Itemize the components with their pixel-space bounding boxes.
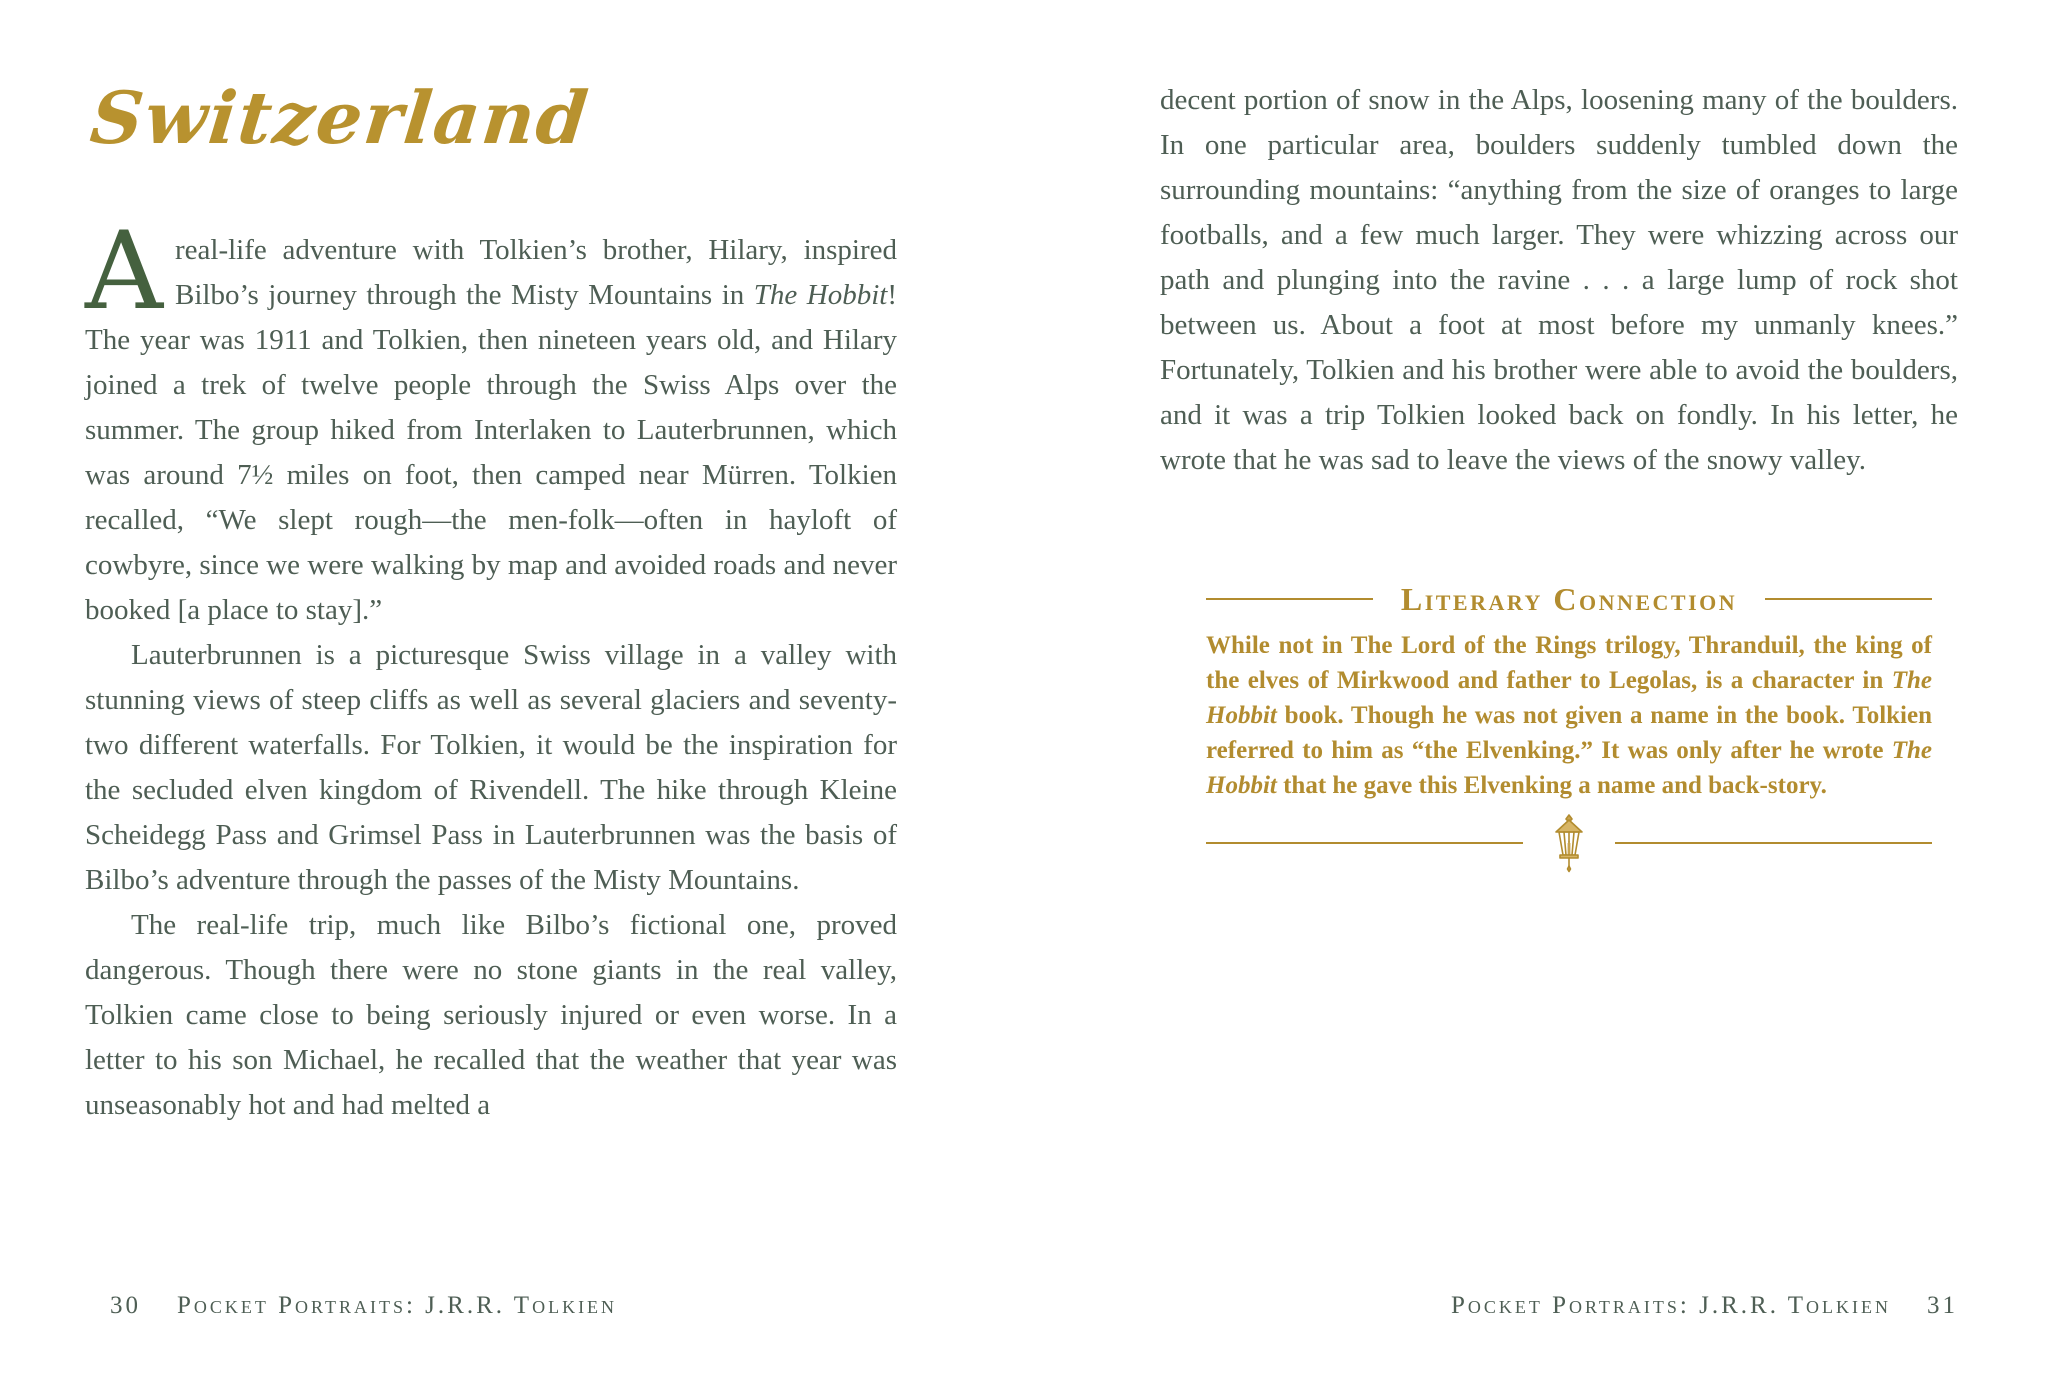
heading-rule-left xyxy=(1206,598,1373,600)
paragraph-4: decent portion of snow in the Alps, loosening many of the boulders. In one particular area, boulders suddenly tumbled down the surrounding mountains: “anything from the size of oranges to large footballs, and a few much larger. They were whizzing across our path and plunging into the ravine . . . a large lump of rock shot between us. About a foot at most before my unmanly knees.” Fortunately, Tolkien and his brother were able to avoid the boulders, and it was a trip Tolkien looked back on fondly. In his letter, he wrote that he was sad to leave the views of the snowy valley. xyxy=(1160,84,1958,476)
chapter-title: Switzerland xyxy=(86,75,594,160)
page-right xyxy=(1160,0,1958,1400)
lantern-icon xyxy=(1549,813,1589,873)
ornament-rule-left xyxy=(1206,842,1523,844)
paragraph-3: The real-life trip, much like Bilbo’s fictional one, proved dangerous. Though there were no stone giants in the real valley, Tolkien came close to being seriously injured or even worse. In a letter to his son Michael, he recalled that the weather that year was unseasonably hot and had melted a xyxy=(85,909,897,1121)
literary-connection-heading: Literary Connection xyxy=(1400,581,1738,617)
right-page-number: 31 xyxy=(1927,1292,1958,1319)
left-running-title: Pocket Portraits: J.R.R. Tolkien xyxy=(177,1292,618,1319)
right-body-text xyxy=(1160,78,1958,483)
right-running-title: Pocket Portraits: J.R.R. Tolkien xyxy=(1450,1292,1891,1319)
right-page-footer xyxy=(1451,1290,1958,1322)
literary-connection-footer xyxy=(1206,813,1932,873)
literary-connection-text: While not in The Lord of the Rings trilogy, Thranduil, the king of the elves of Mirkwood and father to Legolas, is a character in The Hobbit book. Though he was not given a name in the book. Tolkien referred to him as “the Elvenking.” It was only after he wrote The Hobbit that he gave this Elvenking a name and back-story. xyxy=(1206,632,1932,799)
literary-connection-box xyxy=(1206,582,1932,873)
paragraph-1-text: real-life adventure with Tolkien’s brother, Hilary, inspired Bilbo’s journey through the Misty Mountains in The Hobbit! The year was 1911 and Tolkien, then nineteen years old, and Hilary joined a trek of twelve people through the Swiss Alps over the summer. The group hiked from Interlaken to Lauterbrunnen, which was around 7½ miles on foot, then camped near Mürren. Tolkien recalled, “We slept rough—the men-folk—often in hayloft of cowbyre, since we were walking by map and avoided roads and never booked [a place to stay].” xyxy=(85,234,897,626)
left-body-text xyxy=(85,209,897,1128)
left-page-number: 30 xyxy=(110,1292,141,1319)
literary-connection-header xyxy=(1206,582,1932,616)
paragraph-2: Lauterbrunnen is a picturesque Swiss village in a valley with stunning views of steep cliffs as well as several glaciers and seventy-two different waterfalls. For Tolkien, it would be the inspiration for the secluded elven kingdom of Rivendell. The hike through Kleine Scheidegg Pass and Grimsel Pass in Lauterbrunnen was the basis of Bilbo’s adventure through the passes of the Misty Mountains. xyxy=(85,639,897,896)
drop-cap: A xyxy=(85,209,163,334)
heading-rule-right xyxy=(1765,598,1932,600)
paragraph-1 xyxy=(85,209,897,633)
ornament-rule-right xyxy=(1615,842,1932,844)
left-page-footer xyxy=(110,1290,617,1322)
page-left xyxy=(85,0,897,1400)
